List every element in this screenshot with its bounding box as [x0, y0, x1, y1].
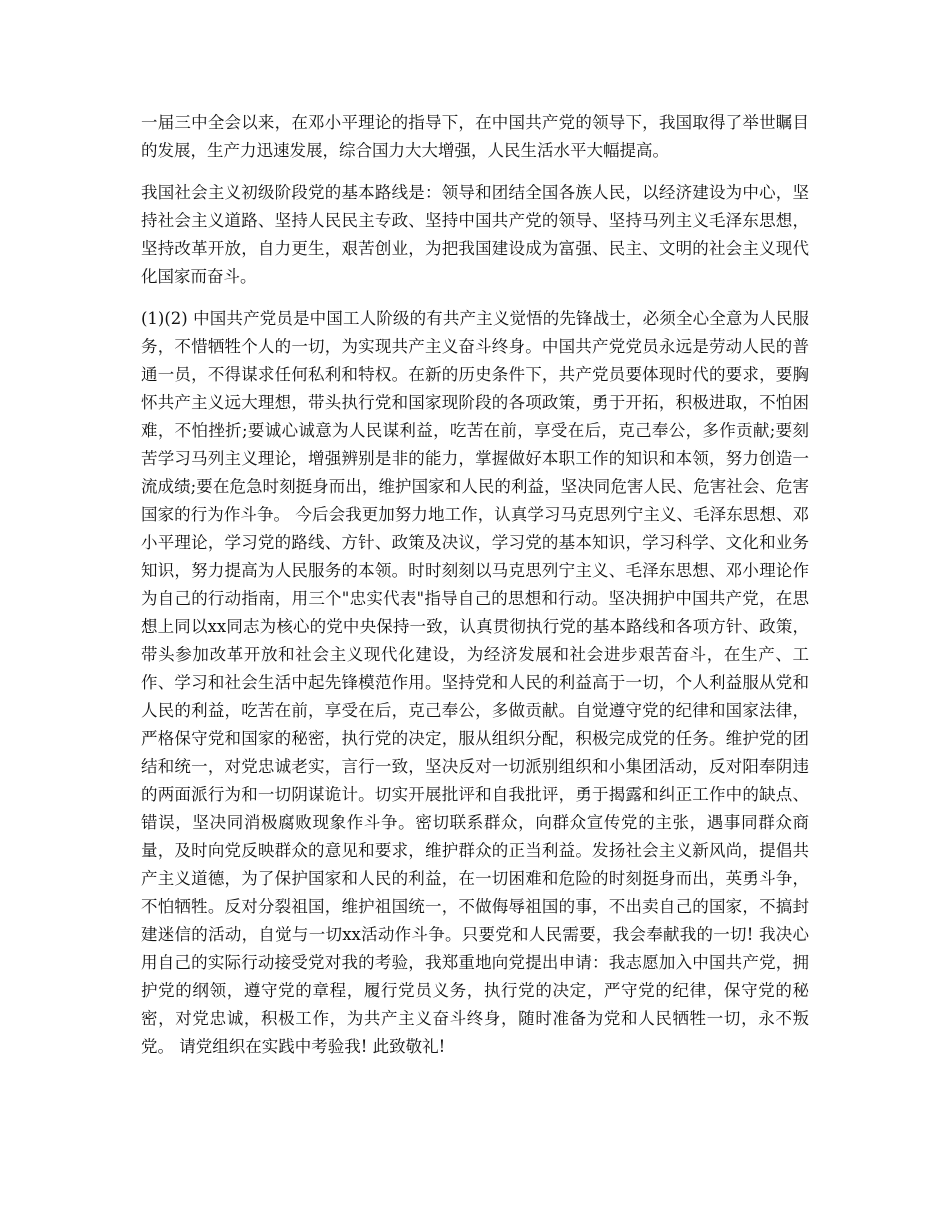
- paragraph-basic-line: 我国社会主义初级阶段党的基本路线是：领导和团结全国各族人民，以经济建设为中心，坚持社会主义道路、坚持人民民主专政、坚持中国共产党的领导、坚持马列主义毛泽东思想，坚持改革开放，自力更生，艰苦创业，为把我国建设成为富强、民主、文明的社会主义现代化国家而奋斗。: [141, 183, 809, 286]
- document-body: [141, 109, 809, 1075]
- paragraph-application: (1)(2) 中国共产党员是中国工人阶级的有共产主义觉悟的先锋战士，必须全心全意为人民服务，不惜牺牲个人的一切，为实现共产主义奋斗终身。中国共产党党员永远是劳动人民的普通一员，不得谋求任何私利和特权。在新的历史条件下，共产党员要体现时代的要求，要胸怀共产主义远大理想，带头执行党和国家现阶段的各项政策，勇于开拓，积极进取，不怕困难，不怕挫折;要诚心诚意为人民谋利益，吃苦在前，享受在后，克己奉公，多作贡献;要刻苦学习马列主义理论，增强辨别是非的能力，掌握做好本职工作的知识和本领，努力创造一流成绩;要在危急时刻挺身而出，维护国家和人民的利益，坚决同危害人民、危害社会、危害国家的行为作斗争。 今后会我更加努力地工作，认真学习马克思列宁主义、毛泽东思想、邓小平理论，学习党的路线、方针、政策及决议，学习党的基本知识，学习科学、文化和业务知识，努力提高为人民服务的本领。时时刻刻以马克思列宁主义、毛泽东思想、邓小理论作为自己的行动指南，用三个"忠实代表"指导自己的思想和行动。坚决拥护中国共产党，在思想上同以xx同志为核心的党中央保持一致，认真贯彻执行党的基本路线和各项方针、政策，带头参加改革开放和社会主义现代化建设，为经济发展和社会进步艰苦奋斗，在生产、工作、学习和社会生活中起先锋模范作用。坚持党和人民的利益高于一切，个人利益服从党和人民的利益，吃苦在前，享受在后，克己奉公，多做贡献。自觉遵守党的纪律和国家法律，严格保守党和国家的秘密，执行党的决定，服从组织分配，积极完成党的任务。维护党的团结和统一，对党忠诚老实，言行一致，坚决反对一切派别组织和小集团活动，反对阳奉阴违的两面派行为和一切阴谋诡计。切实开展批评和自我批评，勇于揭露和纠正工作中的缺点、错误，坚决同消极腐败现象作斗争。密切联系群众，向群众宣传党的主张，遇事同群众商量，及时向党反映群众的意见和要求，维护群众的正当利益。发扬社会主义新风尚，提倡共产主义道德，为了保护国家和人民的利益，在一切困难和危险的时刻挺身而出，英勇斗争，不怕牺牲。反对分裂祖国，维护祖国统一，不做侮辱祖国的事，不出卖自己的国家，不搞封建迷信的活动，自觉与一切xx活动作斗争。只要党和人民需要，我会奉献我的一切! 我决心用自己的实际行动接受党对我的考验，我郑重地向党提出申请：我志愿加入中国共产党，拥护党的纲领，遵守党的章程，履行党员义务，执行党的决定，严守党的纪律，保守党的秘密，对党忠诚，积极工作，为共产主义奋斗终身，随时准备为党和人民牺牲一切，永不叛党。 请党组织在实践中考验我! 此致敬礼!: [141, 309, 809, 1056]
- paragraph-intro: 一届三中全会以来，在邓小平理论的指导下，在中国共产党的领导下，我国取得了举世瞩目的发展，生产力迅速发展，综合国力大大增强，人民生活水平大幅提高。: [141, 113, 809, 160]
